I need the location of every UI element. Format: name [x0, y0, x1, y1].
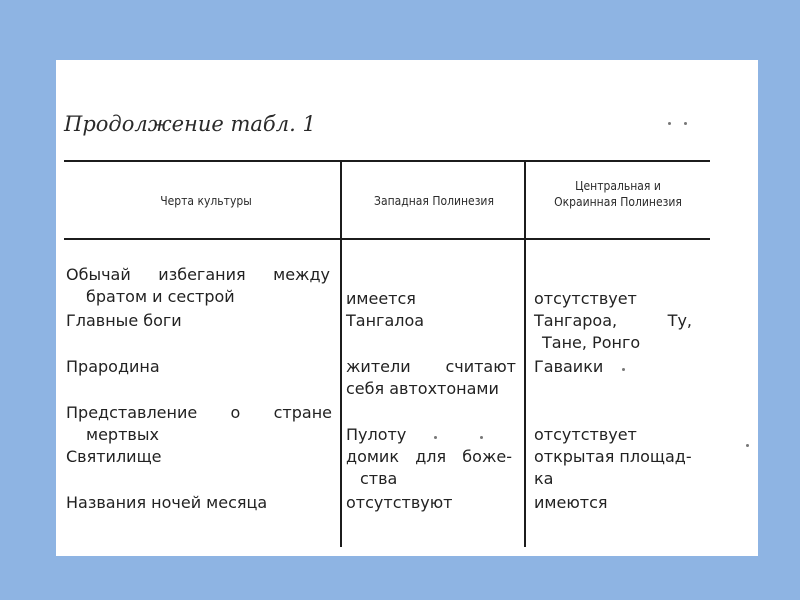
table-caption: Продолжение табл. 1 [64, 112, 316, 136]
western-avoidance: имеется [346, 289, 416, 308]
central-avoidance: отсутствует [534, 289, 637, 308]
central-sanctuary-line-1: открытая площад- [534, 447, 692, 466]
central-gods-line-1: Тангароа, Ту, [534, 311, 692, 330]
header-central [535, 178, 701, 210]
feature-gods: Главные боги [66, 311, 182, 330]
central-nights: имеются [534, 493, 608, 512]
header-bottom-rule [64, 238, 710, 240]
western-sanctuary-line-2: ства [360, 469, 398, 488]
column-divider-1 [340, 162, 342, 547]
western-gods: Тангалоа [346, 311, 425, 330]
scan-speck [480, 436, 483, 439]
feature-nights: Названия ночей месяца [66, 493, 268, 512]
scan-speck [684, 122, 687, 125]
document-page [56, 60, 758, 556]
feature-sanctuary: Святилище [66, 447, 162, 466]
scan-speck [668, 122, 671, 125]
header-feature: Черта культуры [160, 194, 252, 208]
feature-avoidance-line-2: братом и сестрой [86, 287, 235, 306]
table-top-rule [64, 160, 710, 162]
western-homeland-line-1: жители считают [346, 357, 516, 376]
western-sanctuary-line-1: домик для боже- [346, 447, 512, 466]
scan-speck [622, 368, 625, 371]
scan-speck [434, 436, 437, 439]
feature-dead-line-1: Представление о стране [66, 403, 332, 422]
western-homeland-line-2: себя автохтонами [346, 379, 499, 398]
feature-dead-line-2: мертвых [86, 425, 159, 444]
header-western: Западная Полинезия [374, 194, 494, 208]
header-central-line-1: Центральная и [575, 179, 661, 193]
central-gods-line-2: Тане, Ронго [542, 333, 641, 352]
central-sanctuary-line-2: ка [534, 469, 554, 488]
central-dead: отсутствует [534, 425, 637, 444]
western-dead: Пулоту [346, 425, 407, 444]
scan-speck [746, 444, 749, 447]
header-central-line-2: Окраинная Полинезия [554, 195, 682, 209]
feature-homeland: Прародина [66, 357, 160, 376]
central-homeland: Гаваики [534, 357, 604, 376]
western-nights: отсутствуют [346, 493, 453, 512]
feature-avoidance-line-1: Обычай избегания между [66, 265, 330, 284]
column-divider-2 [524, 162, 526, 547]
